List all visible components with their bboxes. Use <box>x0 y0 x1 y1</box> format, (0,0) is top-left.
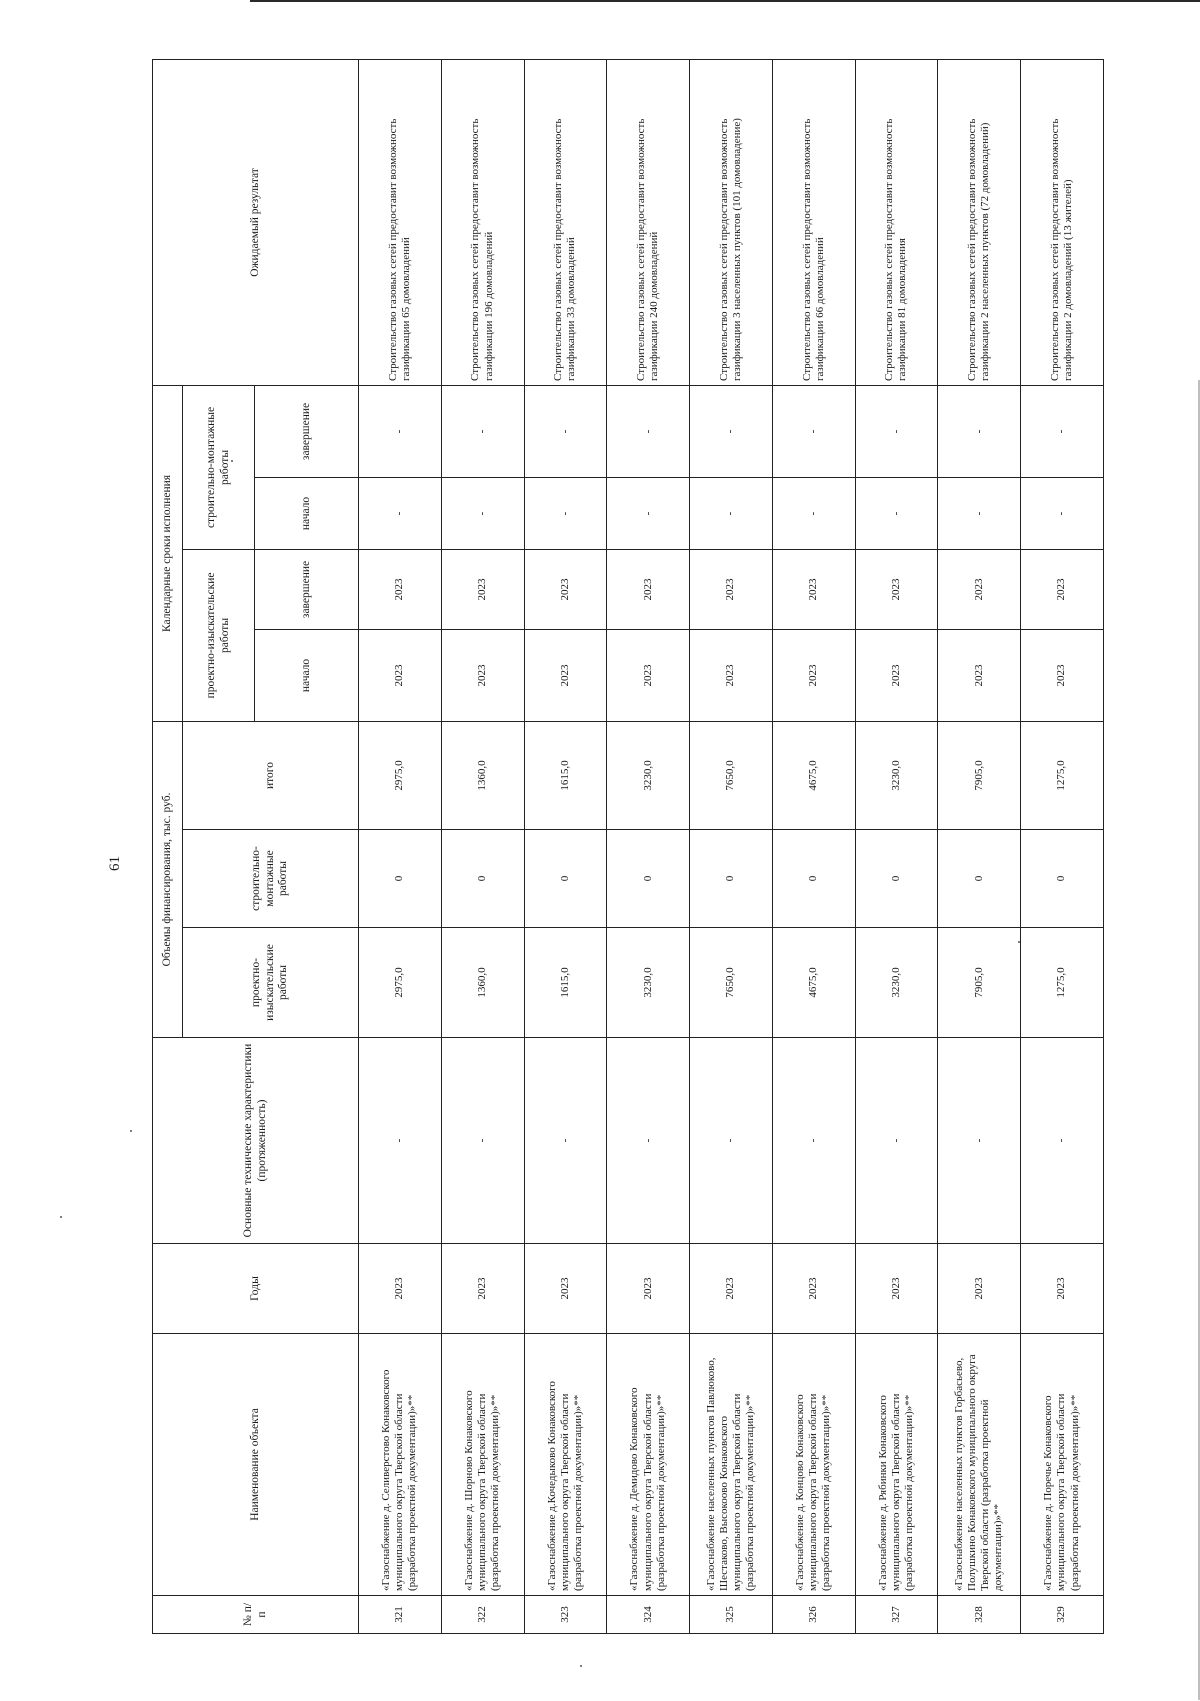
header-funding-smr: строительно-монтажные работы <box>183 830 359 928</box>
cell-object-name: «Газоснабжение населенных пунктов Павлюково, Шестаково, Высокоово Конаковского муниципального округа Тверской области (разработка проектной документации)»** <box>690 1334 773 1596</box>
cell-funding-total: 2975,0 <box>359 721 442 829</box>
cell-funding-smr: 0 <box>938 830 1021 928</box>
cell-year: 2023 <box>607 1244 690 1334</box>
cell-object-name: «Газоснабжение д. Селиверстово Конаковского муниципального округа Тверской области (разработка проектной документации)»** <box>359 1334 442 1596</box>
cell-tech-characteristics: - <box>690 1038 773 1244</box>
table-row <box>441 59 524 1633</box>
table-row <box>524 59 607 1633</box>
header-smr-start: начало <box>255 477 359 549</box>
cell-pir-start: 2023 <box>359 629 442 721</box>
cell-pir-start: 2023 <box>772 629 855 721</box>
page-number: 61 <box>107 856 123 871</box>
scan-speck <box>60 1216 62 1218</box>
cell-pir-end: 2023 <box>938 549 1021 629</box>
cell-smr-start: - <box>607 477 690 549</box>
cell-funding-pir: 3230,0 <box>855 928 938 1038</box>
table-row <box>690 59 773 1633</box>
scan-speck <box>580 1665 582 1667</box>
cell-row-number: 322 <box>441 1596 524 1634</box>
cell-object-name: «Газоснабжение д. Поречье Конаковского муниципального округа Тверской области (разработка проектной документации)»** <box>1021 1334 1104 1596</box>
cell-year: 2023 <box>855 1244 938 1334</box>
cell-row-number: 328 <box>938 1596 1021 1634</box>
cell-funding-total: 1360,0 <box>441 721 524 829</box>
cell-expected-result: Строительство газовых сетей предоставит возможность газификации 2 населенных пунктов (72 домовладений) <box>938 59 1021 385</box>
cell-year: 2023 <box>938 1244 1021 1334</box>
cell-row-number: 327 <box>855 1596 938 1634</box>
cell-funding-pir: 4675,0 <box>772 928 855 1038</box>
table-row <box>1021 59 1104 1633</box>
cell-pir-start: 2023 <box>441 629 524 721</box>
cell-pir-end: 2023 <box>772 549 855 629</box>
table-row <box>938 59 1021 1633</box>
header-no: № п/п <box>153 1596 359 1634</box>
cell-funding-total: 7650,0 <box>690 721 773 829</box>
cell-pir-start: 2023 <box>690 629 773 721</box>
cell-tech-characteristics: - <box>441 1038 524 1244</box>
cell-pir-start: 2023 <box>855 629 938 721</box>
cell-object-name: «Газоснабжение населенных пунктов Горбасьево, Полушкино Конаковского муниципального округа Тверской области (разработка проектной документации)»** <box>938 1334 1021 1596</box>
cell-funding-total: 4675,0 <box>772 721 855 829</box>
cell-funding-smr: 0 <box>855 830 938 928</box>
cell-funding-smr: 0 <box>772 830 855 928</box>
header-name: Наименование объекта <box>153 1334 359 1596</box>
cell-funding-pir: 7905,0 <box>938 928 1021 1038</box>
cell-funding-pir: 1615,0 <box>524 928 607 1038</box>
cell-row-number: 323 <box>524 1596 607 1634</box>
cell-smr-end: - <box>772 385 855 477</box>
cell-funding-pir: 3230,0 <box>607 928 690 1038</box>
cell-pir-end: 2023 <box>855 549 938 629</box>
header-years: Годы <box>153 1244 359 1334</box>
cell-funding-total: 1615,0 <box>524 721 607 829</box>
cell-year: 2023 <box>441 1244 524 1334</box>
table-row <box>772 59 855 1633</box>
cell-expected-result: Строительство газовых сетей предоставит возможность газификации 33 домовладений <box>524 59 607 385</box>
cell-expected-result: Строительство газовых сетей предоставит возможность газификации 2 домовладений (13 жителей) <box>1021 59 1104 385</box>
cell-pir-end: 2023 <box>607 549 690 629</box>
cell-funding-pir: 1360,0 <box>441 928 524 1038</box>
cell-smr-end: - <box>441 385 524 477</box>
cell-row-number: 321 <box>359 1596 442 1634</box>
cell-funding-smr: 0 <box>1021 830 1104 928</box>
header-tech: Основные технические характеристики (протяженность) <box>153 1038 359 1244</box>
cell-row-number: 329 <box>1021 1596 1104 1634</box>
cell-funding-total: 1275,0 <box>1021 721 1104 829</box>
cell-expected-result: Строительство газовых сетей предоставит возможность газификации 65 домовладений <box>359 59 442 385</box>
header-pir-end: завершение <box>255 549 359 629</box>
cell-funding-smr: 0 <box>607 830 690 928</box>
cell-smr-start: - <box>524 477 607 549</box>
cell-expected-result: Строительство газовых сетей предоставит возможность газификации 240 домовладений <box>607 59 690 385</box>
cell-pir-end: 2023 <box>1021 549 1104 629</box>
cell-smr-end: - <box>359 385 442 477</box>
cell-object-name: «Газоснабжение д. Шорново Конаковского муниципального округа Тверской области (разработка проектной документации)»** <box>441 1334 524 1596</box>
cell-tech-characteristics: - <box>772 1038 855 1244</box>
cell-tech-characteristics: - <box>855 1038 938 1244</box>
cell-year: 2023 <box>690 1244 773 1334</box>
cell-funding-pir: 2975,0 <box>359 928 442 1038</box>
gasification-table <box>152 59 1104 1634</box>
cell-pir-start: 2023 <box>938 629 1021 721</box>
cell-row-number: 325 <box>690 1596 773 1634</box>
cell-funding-pir: 7650,0 <box>690 928 773 1038</box>
cell-smr-start: - <box>772 477 855 549</box>
header-funding-pir: проектно-изыскательские работы <box>183 928 359 1038</box>
header-funding-group: Объемы финансирования, тыс. руб. <box>153 721 183 1037</box>
cell-expected-result: Строительство газовых сетей предоставит возможность газификации 66 домовладений <box>772 59 855 385</box>
cell-pir-start: 2023 <box>1021 629 1104 721</box>
scan-speck <box>130 1130 132 1132</box>
table-row <box>607 59 690 1633</box>
header-smr-end: завершение <box>255 385 359 477</box>
cell-funding-pir: 1275,0 <box>1021 928 1104 1038</box>
cell-funding-smr: 0 <box>441 830 524 928</box>
landscape-container <box>152 60 1104 1634</box>
cell-pir-end: 2023 <box>441 549 524 629</box>
cell-row-number: 324 <box>607 1596 690 1634</box>
cell-object-name: «Газоснабжение д.Кочедыково Конаковского муниципального округа Тверской области (разработка проектной документации)»** <box>524 1334 607 1596</box>
rotated-table-frame <box>152 60 1104 1634</box>
cell-tech-characteristics: - <box>359 1038 442 1244</box>
cell-funding-smr: 0 <box>359 830 442 928</box>
cell-year: 2023 <box>772 1244 855 1334</box>
cell-year: 2023 <box>1021 1244 1104 1334</box>
cell-expected-result: Строительство газовых сетей предоставит возможность газификации 3 населенных пунктов (101 домовладение) <box>690 59 773 385</box>
cell-object-name: «Газоснабжение д. Рябинки Конаковского муниципального округа Тверской области (разработка проектной документации)»** <box>855 1334 938 1596</box>
header-deadlines-group: Календарные сроки исполнения <box>153 385 183 721</box>
header-deadlines-pir: проектно-изыскательские работы <box>183 549 255 721</box>
cell-smr-end: - <box>690 385 773 477</box>
header-result: Ожидаемый результат <box>153 59 359 385</box>
table-row <box>855 59 938 1633</box>
cell-expected-result: Строительство газовых сетей предоставит возможность газификации 196 домовладений <box>441 59 524 385</box>
cell-tech-characteristics: - <box>607 1038 690 1244</box>
cell-smr-end: - <box>855 385 938 477</box>
cell-row-number: 326 <box>772 1596 855 1634</box>
cell-pir-end: 2023 <box>690 549 773 629</box>
cell-smr-end: - <box>607 385 690 477</box>
cell-smr-end: - <box>938 385 1021 477</box>
cell-smr-start: - <box>938 477 1021 549</box>
cell-tech-characteristics: - <box>524 1038 607 1244</box>
header-pir-start: начало <box>255 629 359 721</box>
cell-smr-start: - <box>441 477 524 549</box>
cell-object-name: «Газоснабжение д. Концово Конаковского муниципального округа Тверской области (разработка проектной документации)»** <box>772 1334 855 1596</box>
header-funding-total: итого <box>183 721 359 829</box>
cell-expected-result: Строительство газовых сетей предоставит возможность газификации 81 домовладения <box>855 59 938 385</box>
header-deadlines-smr: строительно-монтажные работы <box>183 385 255 549</box>
cell-tech-characteristics: - <box>1021 1038 1104 1244</box>
cell-pir-start: 2023 <box>607 629 690 721</box>
cell-object-name: «Газоснабжение д. Демидово Конаковского муниципального округа Тверской области (разработка проектной документации)»** <box>607 1334 690 1596</box>
cell-funding-total: 3230,0 <box>855 721 938 829</box>
cell-smr-end: - <box>524 385 607 477</box>
cell-tech-characteristics: - <box>938 1038 1021 1244</box>
cell-pir-end: 2023 <box>359 549 442 629</box>
cell-funding-total: 3230,0 <box>607 721 690 829</box>
scan-edge-top <box>250 0 1200 6</box>
table-body <box>359 59 1104 1633</box>
cell-funding-total: 7905,0 <box>938 721 1021 829</box>
cell-pir-end: 2023 <box>524 549 607 629</box>
cell-funding-smr: 0 <box>690 830 773 928</box>
cell-year: 2023 <box>359 1244 442 1334</box>
cell-smr-start: - <box>690 477 773 549</box>
cell-year: 2023 <box>524 1244 607 1334</box>
cell-smr-start: - <box>359 477 442 549</box>
cell-smr-start: - <box>855 477 938 549</box>
table-row <box>359 59 442 1633</box>
cell-smr-end: - <box>1021 385 1104 477</box>
cell-funding-smr: 0 <box>524 830 607 928</box>
cell-smr-start: - <box>1021 477 1104 549</box>
cell-pir-start: 2023 <box>524 629 607 721</box>
